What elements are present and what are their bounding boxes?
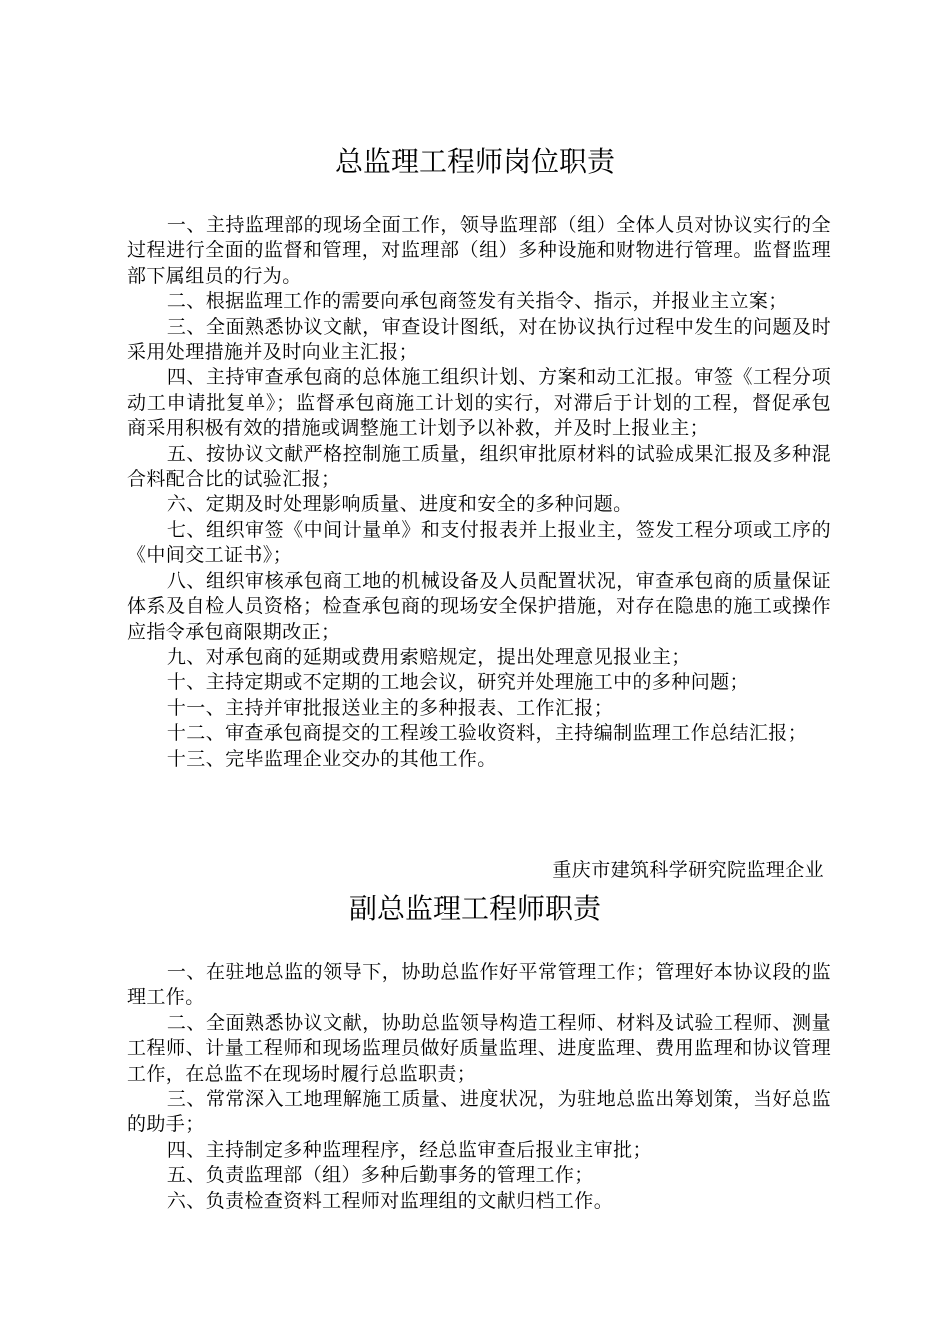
section1-title: 总监理工程师岗位职责: [334, 145, 615, 178]
paragraph: 四、主持审查承包商的总体施工组织计划、方案和动工汇报。审签《工程分项动工申请批复单》；监督承包商施工计划的实行，对滞后于计划的工程，督促承包商采用积极有效的措施或调整施工计划予以补救，并及时上报业主；: [127, 366, 831, 440]
paragraph: 六、定期及时处理影响质量、进度和安全的多种问题。: [166, 493, 633, 516]
section1-body: [127, 213, 831, 772]
paragraph: 二、根据监理工作的需要向承包商签发有关指令、指示，并报业主立案；: [166, 290, 788, 313]
paragraph: 八、组织审核承包商工地的机械设备及人员配置状况，审查承包商的质量保证体系及自检人员资格；检查承包商的现场安全保护措施，对存在隐患的施工或操作应指令承包商限期改正；: [127, 569, 831, 643]
paragraph: 七、组织审签《中间计量单》和支付报表并上报业主，签发工程分项或工序的《中间交工证书》；: [127, 518, 831, 567]
paragraph: 一、在驻地总监的领导下，协助总监作好平常管理工作；管理好本协议段的监理工作。: [127, 961, 831, 1009]
paragraph: 十、主持定期或不定期的工地会议，研究并处理施工中的多种问题；: [166, 671, 749, 694]
paragraph: 五、负责监理部（组）多种后勤事务的管理工作；: [166, 1164, 594, 1187]
paragraph: 五、按协议文献严格控制施工质量，组织审批原材料的试验成果汇报及多种混合料配合比的试验汇报；: [127, 442, 831, 491]
paragraph: 十三、完毕监理企业交办的其他工作。: [166, 747, 497, 770]
paragraph: 九、对承包商的延期或费用索赔规定，提出处理意见报业主；: [166, 645, 691, 668]
paragraph: 十一、主持并审批报送业主的多种报表、工作汇报；: [166, 696, 614, 719]
section2-body: [127, 960, 831, 1214]
paragraph: 六、负责检查资料工程师对监理组的文献归档工作。: [166, 1189, 614, 1212]
signature: 重庆市建筑科学研究院监理企业: [552, 859, 824, 881]
paragraph: 三、常常深入工地理解施工质量、进度状况，为驻地总监出筹划策，当好总监的助手；: [127, 1088, 831, 1136]
paragraph: 十二、审查承包商提交的工程竣工验收资料，主持编制监理工作总结汇报；: [166, 722, 808, 745]
paragraph: 三、全面熟悉协议文献，审查设计图纸，对在协议执行过程中发生的问题及时采用处理措施并及时向业主汇报；: [127, 315, 831, 364]
paragraph: 四、主持制定多种监理程序，经总监审查后报业主审批；: [166, 1138, 652, 1161]
paragraph: 二、全面熟悉协议文献，协助总监领导构造工程师、材料及试验工程师、测量工程师、计量工程师和现场监理员做好质量监理、进度监理、费用监理和协议管理工作，在总监不在现场时履行总监职责；: [127, 1011, 831, 1085]
section2-title: 副总监理工程师职责: [348, 892, 601, 925]
paragraph: 一、主持监理部的现场全面工作，领导监理部（组）全体人员对协议实行的全过程进行全面的监督和管理，对监理部（组）多种设施和财物进行管理。监督监理部下属组员的行为。: [127, 214, 831, 287]
